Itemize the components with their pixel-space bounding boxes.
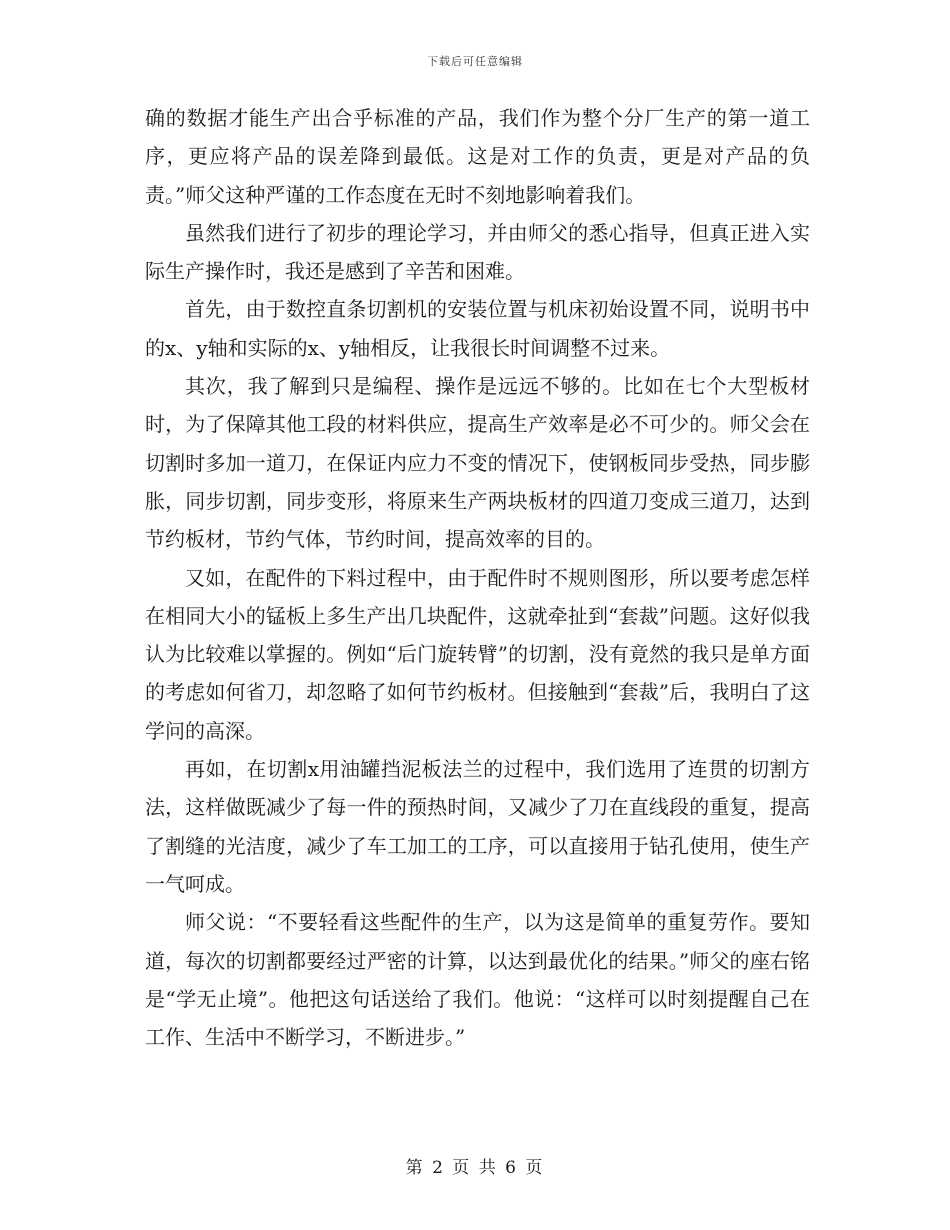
header-note: 下载后可任意编辑 [427,55,523,68]
paragraph-6: 再如，在切割x用油罐挡泥板法兰的过程中，我们选用了连贯的切割方法，这样做既减少了每一件的预热时间，又减少了刀在直线段的重复，提高了割缝的光洁度，减少了车工加工的工序，可以直接用于钻孔使用，使生产一气呵成。 [145,757,810,896]
paragraph-4: 其次，我了解到只是编程、操作是远远不够的。比如在七个大型板材时，为了保障其他工段的材料供应，提高生产效率是必不可少的。师父会在切割时多加一道刀，在保证内应力不变的情况下，使钢板同步受热，同步膨胀，同步切割，同步变形，将原来生产两块板材的四道刀变成三道刀，达到节约板材，节约气体，节约时间，提高效率的目的。 [145,374,810,552]
page-indicator: 第 2 页 共 6 页 [405,1158,545,1178]
paragraph-3: 首先，由于数控直条切割机的安装位置与机床初始设置不同，说明书中的x、y轴和实际的x、y轴相反，让我很长时间调整不过来。 [145,297,810,360]
paragraph-5: 又如，在配件的下料过程中，由于配件时不规则图形，所以要考虑怎样在相同大小的锰板上多生产出几块配件，这就牵扯到“套裁”问题。这好似我认为比较难以掌握的。例如“后门旋转臂”的切割，没有竟然的我只是单方面的考虑如何省刀，却忽略了如何节约板材。但接触到“套裁”后，我明白了这学问的高深。 [145,565,810,743]
document-body [145,99,810,1056]
paragraph-7: 师父说：“不要轻看这些配件的生产，以为这是简单的重复劳作。要知道，每次的切割都要经过严密的计算，以达到最优化的结果。”师父的座右铭是“学无止境”。他把这句话送给了我们。他说：“这样可以时刻提醒自己在工作、生活中不断学习，不断进步。” [145,910,810,1050]
paragraph-1: 确的数据才能生产出合乎标准的产品，我们作为整个分厂生产的第一道工序，更应将产品的误差降到最低。这是对工作的负责，更是对产品的负责。”师父这种严谨的工作态度在无时不刻地影响着我们。 [145,106,810,207]
paragraph-2: 虽然我们进行了初步的理论学习，并由师父的悉心指导，但真正进入实际生产操作时，我还是感到了辛苦和困难。 [145,220,810,284]
